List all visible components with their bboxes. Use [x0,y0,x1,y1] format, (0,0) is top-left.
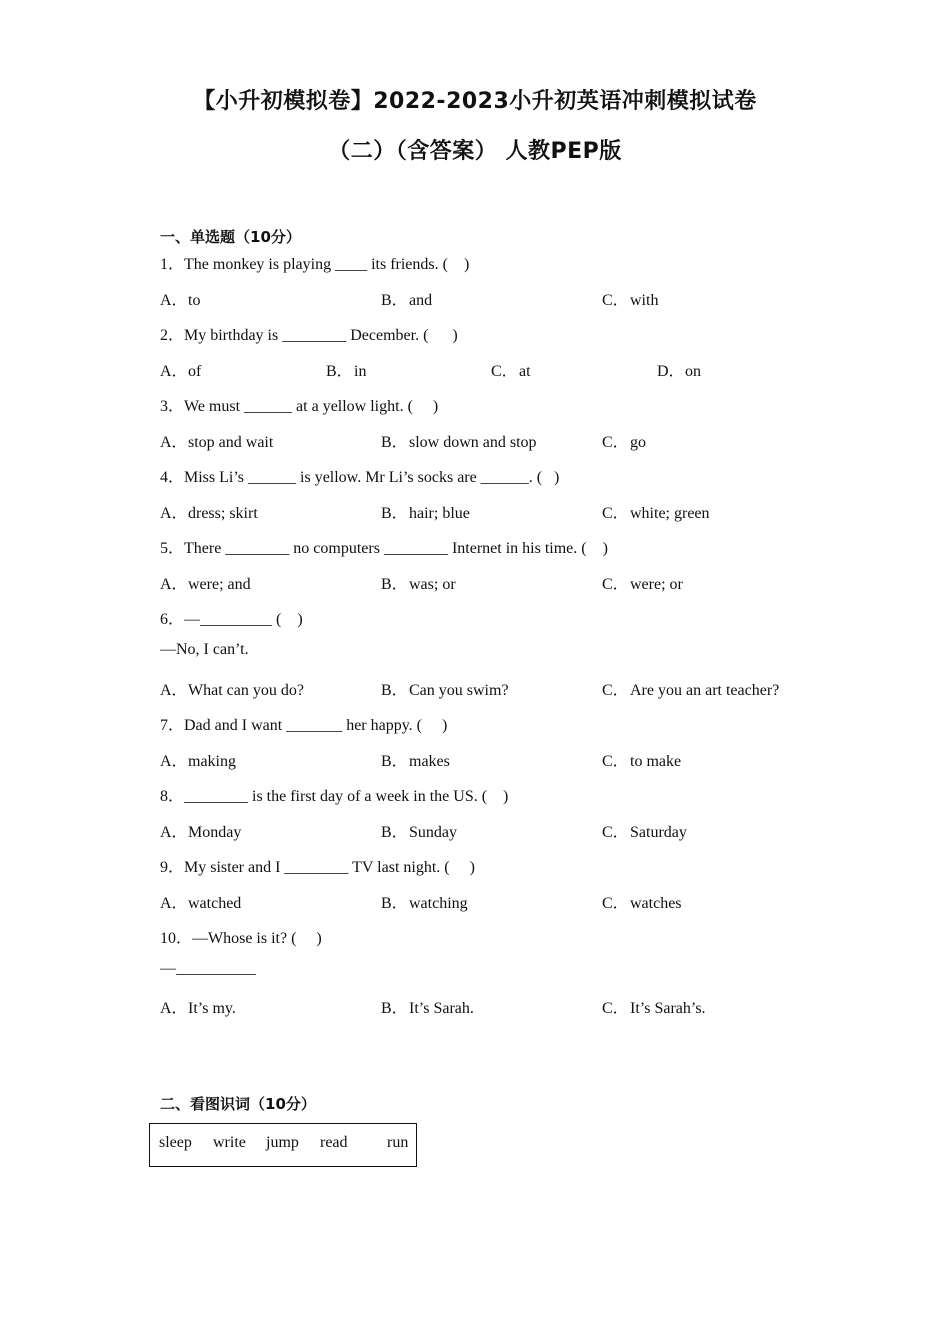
question-3-option-a [160,429,273,452]
question-6-reply: —No, I can’t. [160,641,249,658]
option-text: to make [630,753,682,770]
question-9-option-b [381,890,468,913]
word-bank-word: write [213,1134,246,1151]
option-label: A． [160,292,188,309]
option-text: watched [188,895,242,912]
question-1-option-b [381,287,432,310]
question-8-stem: 8．________ is the first day of a week in the US. ( ) [160,788,509,805]
question-1-option-c [602,287,658,310]
question-8-option-a [160,819,241,842]
word-bank-word: sleep [159,1134,192,1151]
question-9-stem: 9．My sister and I ________ TV last night. ( ) [160,859,475,876]
question-4-option-c [602,500,710,523]
option-text: of [188,363,202,380]
option-label: B． [381,434,408,451]
question-10-reply: —__________ [160,960,256,977]
option-text: watches [630,895,682,912]
option-label: B． [381,576,408,593]
option-label: C． [602,753,629,770]
option-label: C． [602,434,629,451]
question-5-option-a [160,571,251,594]
document-title-line-1: 【小升初模拟卷】2022-2023小升初英语冲刺模拟试卷 [193,89,757,114]
question-2-option-b [326,358,366,381]
option-text: go [630,434,646,451]
option-text: dress; skirt [188,505,258,522]
option-label: A． [160,895,188,912]
option-label: B． [326,363,353,380]
question-8-option-c [602,819,687,842]
option-text: on [685,363,701,380]
option-label: B． [381,505,408,522]
option-text: It’s Sarah’s. [630,1000,706,1017]
option-text: in [354,363,367,380]
question-4-stem: 4．Miss Li’s ______ is yellow. Mr Li’s socks are ______. ( ) [160,469,560,486]
option-text: to [188,292,201,309]
question-6-option-a [160,677,304,700]
option-label: A． [160,576,188,593]
option-text: What can you do? [188,682,304,699]
word-bank-word: run [387,1134,409,1151]
option-text: Saturday [630,824,687,841]
option-text: watching [409,895,468,912]
question-4-option-a [160,500,258,523]
question-7-option-a [160,748,236,771]
option-label: C． [602,576,629,593]
question-7-option-c [602,748,681,771]
option-label: B． [381,682,408,699]
option-label: A． [160,1000,188,1017]
option-label: A． [160,434,188,451]
option-text: were; and [188,576,251,593]
question-10-option-c [602,995,706,1018]
question-10-stem: 10．—Whose is it? ( ) [160,930,322,947]
question-3-option-c [602,429,646,452]
section-1-heading: 一、单选题（10分） [160,228,301,246]
option-text: makes [409,753,450,770]
option-text: making [188,753,236,770]
option-text: Monday [188,824,242,841]
option-text: Are you an art teacher? [630,682,780,699]
option-label: D． [657,363,685,380]
document-title-line-2: （二）（含答案） 人教PEP版 [328,139,622,164]
question-10-option-b [381,995,474,1018]
question-2-option-a [160,358,201,381]
option-text: hair; blue [409,505,470,522]
option-label: C． [602,505,629,522]
option-text: It’s Sarah. [409,1000,474,1017]
question-1-option-a [160,287,200,310]
option-text: white; green [630,505,710,522]
option-text: were; or [630,576,683,593]
option-text: stop and wait [188,434,274,451]
question-3-stem: 3．We must ______ at a yellow light. ( ) [160,398,439,415]
word-bank-box [149,1123,417,1167]
option-label: B． [381,895,408,912]
option-label: C． [602,682,629,699]
word-bank-word: jump [266,1134,299,1151]
option-label: B． [381,753,408,770]
question-4-option-b [381,500,470,523]
option-label: A． [160,753,188,770]
question-7-stem: 7．Dad and I want _______ her happy. ( ) [160,717,448,734]
question-5-option-b [381,571,456,594]
option-label: C． [602,1000,629,1017]
option-label: C． [602,824,629,841]
question-2-option-d [657,358,701,381]
option-label: C． [491,363,518,380]
question-10-option-a [160,995,236,1018]
question-5-option-c [602,571,683,594]
question-2-stem: 2．My birthday is ________ December. ( ) [160,327,458,344]
question-7-option-b [381,748,450,771]
option-label: B． [381,1000,408,1017]
option-text: It’s my. [188,1000,236,1017]
question-2-option-c [491,358,531,381]
question-3-option-b [381,429,537,452]
option-label: B． [381,292,408,309]
option-text: with [630,292,659,309]
question-6-option-c [602,677,779,700]
option-text: slow down and stop [409,434,537,451]
question-9-option-a [160,890,241,913]
option-label: C． [602,292,629,309]
option-label: A． [160,505,188,522]
question-9-option-c [602,890,682,913]
option-text: Sunday [409,824,457,841]
option-label: B． [381,824,408,841]
question-6-option-b [381,677,509,700]
option-label: A． [160,824,188,841]
question-8-option-b [381,819,457,842]
section-2-heading: 二、看图识词（10分） [160,1095,316,1113]
option-text: at [519,363,531,380]
option-text: Can you swim? [409,682,509,699]
word-bank-word: read [320,1134,348,1151]
option-text: was; or [409,576,456,593]
option-text: and [409,292,433,309]
option-label: A． [160,682,188,699]
option-label: C． [602,895,629,912]
option-label: A． [160,363,188,380]
question-6-stem: 6．—_________ ( ) [160,611,303,628]
question-1-stem: 1．The monkey is playing ____ its friends. ( ) [160,256,470,273]
question-5-stem: 5．There ________ no computers ________ Internet in his time. ( ) [160,540,608,557]
